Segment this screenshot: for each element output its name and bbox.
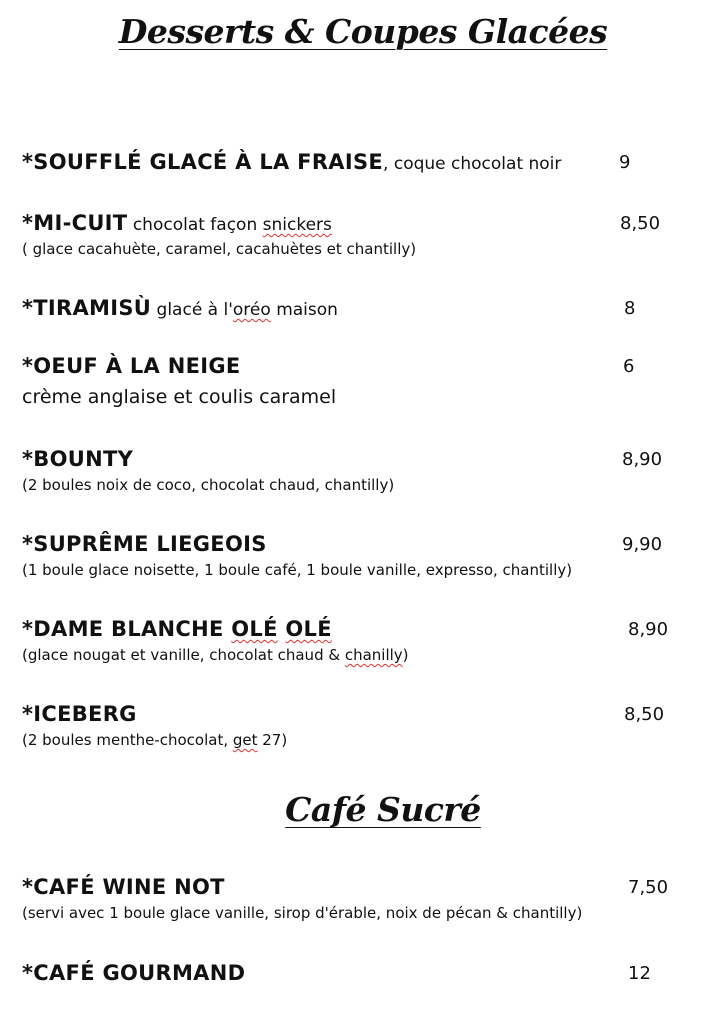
item-price: 9,90 (622, 534, 663, 555)
menu-item (22, 447, 702, 494)
item-name: *OEUF À LA NEIGE (22, 354, 241, 378)
item-description: (1 boule glace noisette, 1 boule café, 1 boule vanille, expresso, chantilly) (22, 561, 573, 579)
item-extra: , coque chocolat noir (383, 154, 562, 174)
item-name: *TIRAMISÙ (22, 296, 152, 320)
item-price: 12 (628, 963, 651, 984)
item-price: 7,50 (628, 877, 669, 898)
item-price: 8,90 (622, 449, 663, 470)
item-price: 8,50 (620, 213, 661, 234)
item-price: 8,50 (624, 704, 665, 725)
desserts-section-title: Desserts & Coupes Glacées (118, 12, 608, 51)
item-price: 8,90 (628, 619, 669, 640)
cafe-section-title: Café Sucré (285, 790, 481, 829)
menu-item (22, 702, 702, 749)
menu-item (22, 211, 702, 258)
item-name: *SOUFFLÉ GLACÉ À LA FRAISE (22, 150, 384, 174)
item-price: 6 (623, 356, 635, 377)
menu-item (22, 532, 702, 579)
item-description: (2 boules noix de coco, chocolat chaud, chantilly) (22, 476, 395, 494)
item-name: *CAFÉ GOURMAND (22, 961, 246, 985)
menu-item (22, 150, 702, 178)
item-name: *MI-CUIT (22, 211, 128, 235)
menu-item (22, 296, 702, 324)
item-extra: chocolat façon snickers (127, 215, 332, 235)
item-description: crème anglaise et coulis caramel (22, 386, 337, 408)
item-name: *ICEBERG (22, 702, 137, 726)
item-name: *BOUNTY (22, 447, 134, 471)
item-name: *SUPRÊME LIEGEOIS (22, 532, 267, 556)
item-extra: glacé à l'oréo maison (151, 300, 338, 320)
menu-item (22, 617, 702, 664)
menu-item (22, 354, 702, 408)
item-price: 8 (624, 298, 636, 319)
item-description: (2 boules menthe-chocolat, get 27) (22, 731, 288, 749)
item-description: (servi avec 1 boule glace vanille, sirop d'érable, noix de pécan & chantilly) (22, 904, 583, 922)
item-description: (glace nougat et vanille, chocolat chaud & chanilly) (22, 646, 409, 664)
item-name: *DAME BLANCHE OLÉ OLÉ (22, 617, 332, 641)
item-price: 9 (619, 152, 631, 173)
item-description: ( glace cacahuète, caramel, cacahuètes et chantilly) (22, 240, 417, 258)
menu-item (22, 875, 702, 922)
menu-item (22, 961, 702, 989)
item-name: *CAFÉ WINE NOT (22, 875, 225, 899)
